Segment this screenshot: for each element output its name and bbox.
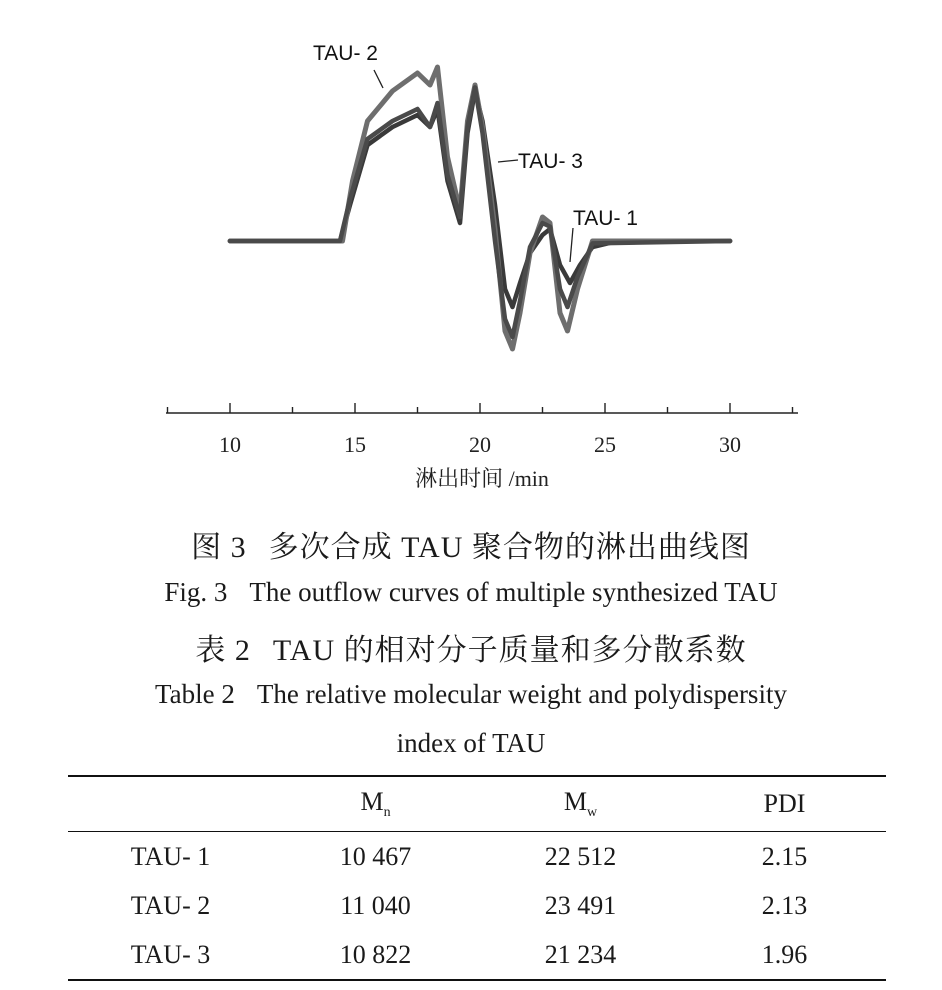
table-number-zh: 表 2 [195,634,251,667]
cell-mn: 10 467 [339,841,412,871]
figure-title-en: The outflow curves of multiple synthesized TAU [249,577,778,607]
table-row [68,881,886,930]
x-ticks [168,403,793,457]
x-tick-label: 25 [594,432,616,457]
series-annotation-label: TAU- 3 [518,150,583,173]
table-title-en-line2 [0,728,942,759]
cell-mw: 22 512 [544,841,617,871]
table-header-row [68,776,886,832]
header-mw: $M_w$ [478,776,683,832]
table-caption-zh: TAU 的相对分子质量和多分散系数 [272,634,747,667]
figure-caption-zh [0,522,942,566]
series-annotation-label: TAU- 1 [573,207,638,230]
figure-caption-en [0,577,942,608]
cell-pdi: 2.13 [761,890,808,920]
x-tick-label: 10 [219,432,241,457]
table-title-zh [0,625,942,669]
table-row [68,930,886,980]
x-axis-label: 淋出时间 /min [415,466,549,491]
cell-pdi: 2.15 [761,841,808,871]
table-caption-en-line1: The relative molecular weight and polydispersity [256,679,787,709]
annotation-leader [374,70,383,88]
cell-pdi: 1.96 [683,930,886,980]
figure-title-zh: 多次合成 TAU 聚合物的淋出曲线图 [268,531,751,564]
table-number-en: Table 2 [155,679,235,709]
cell-sample: TAU- 1 [130,841,211,871]
series-annotation-label: TAU- 2 [313,42,378,65]
x-tick-label: 20 [469,432,491,457]
table-row [68,832,886,882]
figure-number-zh: 图 3 [191,531,247,564]
figure-number-en: Fig. 3 [164,577,228,607]
header-blank [68,776,273,832]
table-caption-en-line2: index of TAU [396,728,546,758]
cell-mw: 21 234 [478,930,683,980]
annotation-leader [570,228,573,262]
cell-sample: TAU- 2 [130,890,211,920]
cell-mw: 23 491 [544,890,617,920]
header-mn: $M_n$ [273,776,478,832]
cell-mn: 10 822 [273,930,478,980]
x-tick-label: 15 [344,432,366,457]
x-tick-label: 30 [719,432,741,457]
cell-sample: TAU- 3 [68,930,273,980]
annotation-leader [498,160,518,162]
header-pdi: PDI [683,776,886,832]
table-title-en [0,679,942,710]
series-line-tau-3 [230,87,730,337]
series-layer [230,67,730,349]
molecular-weight-table [68,775,886,981]
cell-mn: 11 040 [340,890,411,920]
